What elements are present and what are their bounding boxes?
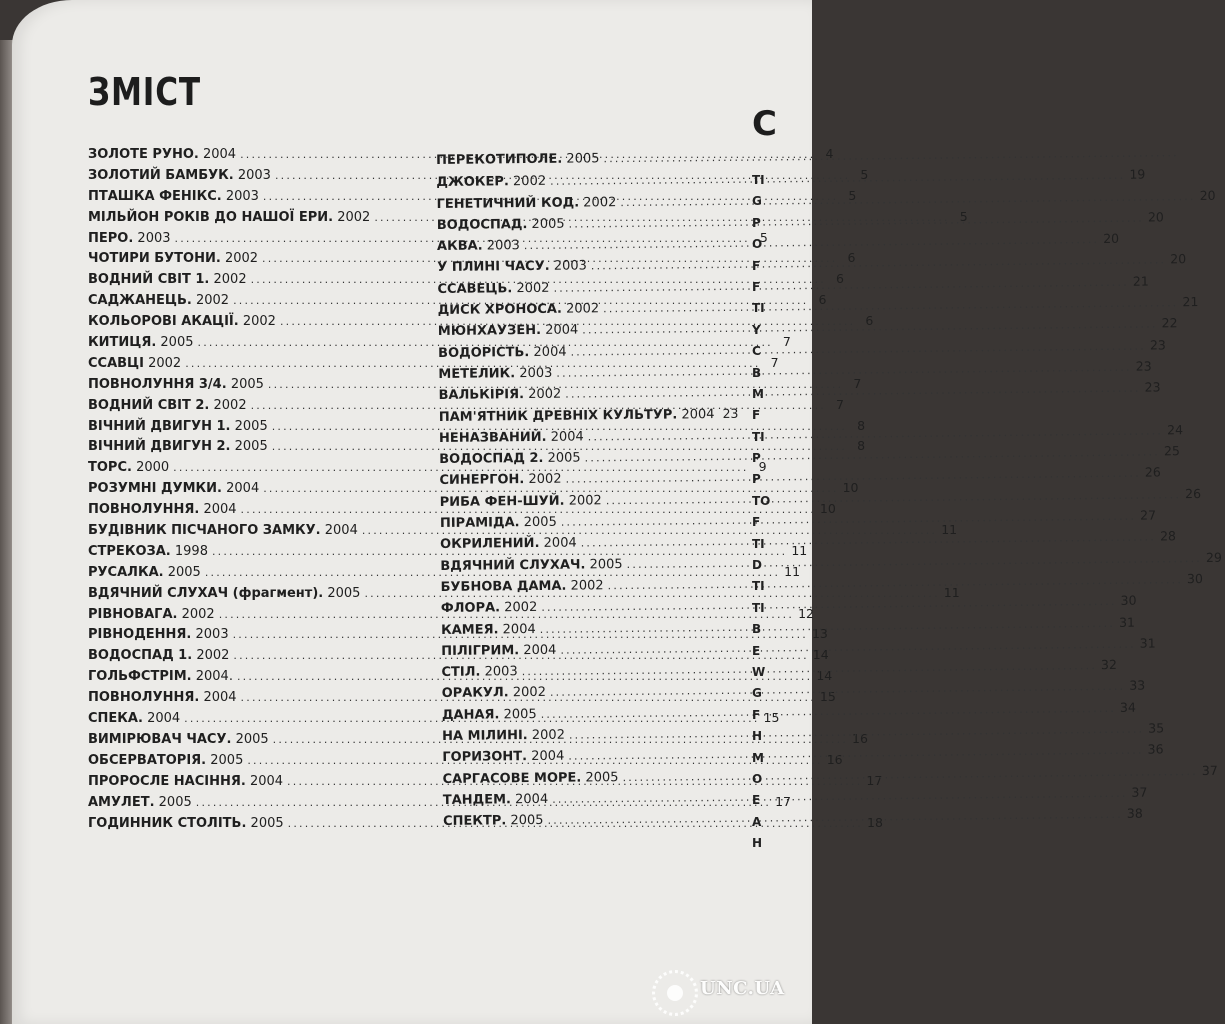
toc-entry-title: ПТАШКА ФЕНІКС. — [88, 188, 222, 204]
toc-entry-page-number: 24 — [1166, 422, 1184, 438]
toc-entry-page-number: 7 — [782, 334, 791, 350]
toc-entry-title: ПРОРОСЛЕ НАСІННЯ. — [88, 773, 246, 789]
facing-page-entry-fragment: M — [752, 386, 764, 401]
toc-entry-page-number: 37 — [1131, 784, 1148, 800]
toc-entry-year: 2002 — [528, 386, 562, 403]
toc-entry-year: 2005 — [503, 706, 537, 723]
toc-entry-title: ВІЧНИЙ ДВИГУН 2. — [88, 439, 231, 455]
toc-entry-page-number: 21 — [1132, 273, 1149, 289]
toc-entry-page-number: 26 — [1144, 464, 1161, 481]
facing-page-entry-fragment: G — [752, 194, 762, 209]
toc-entry-year: 2005 — [158, 794, 192, 810]
toc-entry-page-number: 8 — [857, 438, 866, 454]
watermark — [652, 968, 785, 1016]
facing-page-entry-fragment: ТІ — [752, 173, 765, 187]
toc-entry-title: ВОДОСПАД 1. — [88, 648, 193, 664]
toc-entry-year: 2005 — [235, 731, 269, 747]
toc-entry-title: ВОДОСПАД. — [436, 216, 528, 233]
toc-entry — [438, 379, 1161, 405]
toc-entry-year: 2005 — [589, 556, 623, 573]
toc-entry-title: ПЕРО. — [88, 230, 134, 246]
toc-entry-title: ВАЛЬКІРІЯ. — [438, 387, 525, 404]
facing-page-entry-fragment: Р — [752, 472, 761, 487]
toc-entry-title: ВОДОСПАД 2. — [439, 451, 544, 468]
toc-entry-year: 2002 — [504, 600, 538, 616]
toc-entry-year: 2002 — [528, 472, 562, 488]
toc-entry-title: ТОРС. — [88, 460, 132, 476]
toc-entry-page-number: 7 — [836, 396, 844, 412]
toc-entry-year: 2004 — [523, 642, 557, 658]
facing-page-entry-fragment: F — [752, 408, 761, 423]
toc-entry-page-number: 4 — [825, 146, 834, 161]
toc-entry-year: 2002 — [512, 685, 547, 701]
toc-entry-title: ВОДНИЙ СВІТ 2. — [88, 397, 210, 413]
facing-page-entry-fragment: В — [752, 622, 762, 637]
toc-entry-title: НА МІЛИНІ. — [442, 728, 528, 744]
toc-entry-title: ГОДИННИК СТОЛІТЬ. — [88, 815, 247, 831]
toc-entry-year: 2005 — [210, 752, 244, 768]
toc-entry-title: РУСАЛКА. — [88, 564, 164, 580]
toc-entry-title: ЗОЛОТЕ РУНО. — [88, 147, 199, 162]
toc-entry-title: КАМЕЯ. — [440, 621, 499, 638]
toc-entry-year: 2003 — [237, 167, 271, 183]
toc-entry-title: ОБСЕРВАТОРІЯ. — [88, 752, 207, 768]
toc-entry-year: 2005 — [234, 439, 268, 455]
toc-entry-year: 2004 — [502, 621, 536, 637]
toc-entry-page-number: 38 — [1126, 805, 1143, 822]
facing-page-entry-fragment: M — [752, 750, 764, 765]
toc-entry-year: 2005 — [234, 418, 268, 434]
page-title: ЗМІСТ — [88, 70, 201, 114]
toc-entry-page-number: 13 — [811, 626, 828, 642]
toc-entry-year: 2002 — [531, 727, 566, 744]
facing-page-entry-fragment: Н — [752, 836, 763, 851]
toc-entry-year: 2003 — [225, 188, 259, 204]
toc-entry-page-number: 16 — [826, 751, 843, 767]
toc-entry-year: 2004 — [324, 523, 358, 539]
toc-entry — [439, 443, 1180, 469]
toc-entry-title: ВІЧНИЙ ДВИГУН 1. — [88, 418, 231, 434]
toc-entry-title: ЧОТИРИ БУТОНИ. — [88, 251, 221, 267]
toc-entry-year: 2004 — [226, 481, 260, 497]
toc-entry-page-number: 25 — [1163, 443, 1180, 459]
toc-entry-year: 2005 — [566, 151, 600, 167]
toc-entry-page-number: 29 — [1205, 549, 1222, 565]
toc-entry-page-number: 5 — [759, 229, 768, 245]
toc-entry-title: АМУЛЕТ. — [88, 794, 155, 810]
toc-entry-year: 2003 — [553, 258, 587, 275]
toc-entry-title: БУДІВНИК ПІСЧАНОГО ЗАМКУ. — [88, 523, 321, 539]
toc-entry-year: 2002 — [516, 280, 550, 296]
toc-entry-page-number: 17 — [866, 772, 883, 788]
toc-entry-title: КОЛЬОРОВІ АКАЦІЇ. — [88, 314, 239, 330]
facing-page-entry-fragment: О — [752, 771, 763, 786]
toc-entry — [436, 209, 1164, 235]
facing-page-entry-fragment: Р — [752, 215, 761, 230]
toc-entry — [436, 187, 1216, 214]
toc-entry-year: 2002 — [213, 272, 247, 288]
toc-entry-page-number: 6 — [836, 271, 844, 287]
toc-entry-year: 2005 — [510, 813, 544, 829]
toc-entry-page-number: 12 — [798, 605, 814, 621]
toc-entry-year: 2005 — [585, 769, 619, 786]
toc-entry-year: 2002 — [224, 251, 259, 267]
facing-page-entry-fragment: G — [752, 686, 762, 701]
toc-entry-title: ОКРИЛЕНИЙ. — [440, 536, 540, 553]
toc-entry-year: 2003 — [486, 238, 520, 254]
toc-entry-page-number: 17 — [775, 793, 792, 809]
toc-entry-year: 2004 — [249, 773, 284, 789]
toc-entry-year: 2004 — [550, 429, 584, 445]
toc-entry — [437, 251, 1187, 277]
toc-entry-page-number: 10 — [842, 480, 859, 496]
facing-page-entry-fragment: ТІ — [752, 301, 765, 316]
toc-entry-year: 2004 — [533, 344, 567, 360]
facing-page-entry-fragment: ТІ — [752, 579, 765, 594]
toc-entry — [437, 315, 1178, 341]
toc-entry-title: МІЛЬЙОН РОКІВ ДО НАШОЇ ЕРИ. — [88, 209, 334, 225]
toc-entry-page-number: 23 — [1149, 337, 1166, 353]
toc-entry-page-number: 15 — [763, 710, 780, 726]
toc-entry-title: У ПЛИНІ ЧАСУ. — [437, 259, 550, 276]
toc-entry-page-number: 19 — [1129, 166, 1146, 183]
toc-entry-title: ВОДОРІСТЬ. — [438, 344, 530, 361]
toc-entry-year: 2005 — [523, 514, 557, 531]
toc-entry-title: ВИМІРЮВАЧ ЧАСУ. — [88, 731, 232, 747]
toc-entry-page-number: 31 — [1139, 635, 1156, 651]
toc-entry-year: 2004 — [203, 502, 237, 518]
toc-entry-title: РИБА ФЕН-ШУЙ. — [439, 493, 565, 510]
toc-entry — [438, 337, 1166, 363]
toc-entry-year: 2003 — [195, 627, 229, 643]
toc-entry-title: СПЕКА. — [88, 711, 143, 727]
toc-entry-title: НЕНАЗВАНИЙ. — [438, 429, 547, 446]
toc-entry-page-number: 18 — [867, 814, 883, 830]
toc-entry-page-number: 27 — [1140, 507, 1157, 523]
toc-entry-page-number: 5 — [959, 208, 968, 224]
toc-entry-title: ЗОЛОТИЙ БАМБУК. — [88, 167, 234, 183]
facing-page-entry-fragment: Y — [752, 322, 761, 337]
toc-entry-year: 2005 — [230, 376, 264, 392]
facing-page-entry-fragment: W — [752, 664, 766, 679]
toc-entry-title: ВДЯЧНИЙ СЛУХАЧ (фрагмент). — [88, 585, 324, 601]
toc-entry-title: ПІРАМІДА. — [439, 515, 520, 532]
toc-entry-title: ВДЯЧНИЙ СЛУХАЧ. — [440, 557, 586, 574]
toc-entry-page-number: 31 — [1118, 614, 1136, 630]
toc-entry-page-number: 14 — [816, 668, 833, 684]
toc-entry-page-number: 28 — [1159, 528, 1177, 544]
toc-entry-title: ГОЛЬФСТРІМ. — [88, 669, 192, 685]
toc-entry-title: ДИСК ХРОНОСА. — [437, 301, 562, 319]
facing-page-entry-fragment: Р — [752, 451, 761, 466]
facing-page-entry-fragment: Е — [752, 643, 761, 658]
toc-entry-page-number: 36 — [1147, 741, 1164, 757]
toc-entry-title: РОЗУМНІ ДУМКИ. — [88, 481, 222, 497]
toc-entry-year: 2004 — [681, 406, 715, 423]
toc-entry-year: 2002 — [568, 493, 602, 509]
toc-entry-year: 2004. — [195, 669, 233, 685]
facing-page-entry-fragment: Н — [752, 729, 763, 744]
facing-page-entry-fragment: Е — [752, 793, 761, 808]
toc-entry-page-number: 35 — [1148, 720, 1165, 736]
facing-page-entry-fragment: ТО — [752, 493, 771, 508]
toc-entry-title: ССАВЦІ — [88, 355, 144, 371]
toc-entry-page-number: 20 — [1170, 251, 1187, 267]
toc-entry-page-number: 26 — [1185, 485, 1202, 501]
toc-entry-page-number: 32 — [1100, 657, 1117, 673]
toc-entry-page-number: 20 — [1147, 209, 1164, 225]
toc-entry-title: СТРЕКОЗА. — [88, 543, 171, 559]
toc-entry-title: РІВНОДЕННЯ. — [88, 627, 192, 643]
toc-entry-year: 2005 — [547, 450, 581, 467]
toc-entry-title: ГОРИЗОНТ. — [442, 749, 528, 766]
toc-entry-page-number: 5 — [860, 166, 869, 182]
toc-entry-page-number: 6 — [865, 313, 874, 329]
facing-page-entry-fragment: F — [752, 707, 761, 722]
toc-entry-title: РІВНОВАГА. — [88, 606, 178, 622]
facing-page-entry-fragment: D — [752, 558, 762, 573]
toc-entry-title: СИНЕРГОН. — [439, 472, 525, 489]
toc-entry-title: ТАНДЕМ. — [442, 792, 512, 808]
toc-entry-page-number: 22 — [1161, 315, 1178, 331]
toc-entry-year: 2000 — [136, 460, 170, 476]
toc-entry-page-number: 30 — [1120, 592, 1137, 609]
toc-entry-title: АКВА. — [436, 238, 483, 255]
toc-entry-title: ГЕНЕТИЧНИЙ КОД. — [436, 195, 580, 212]
toc-entry-page-number: 20 — [1199, 187, 1216, 203]
toc-entry-title: КИТИЦЯ. — [88, 335, 157, 351]
toc-entry-page-number: 6 — [847, 250, 856, 266]
toc-entry-page-number: 23 — [722, 405, 739, 421]
toc-entry-year: 2004 — [531, 749, 565, 765]
toc-entry-page-number: 11 — [943, 584, 960, 600]
toc-entry-year: 2002 — [196, 648, 230, 664]
toc-entry-year: 2004 — [515, 791, 549, 808]
toc-entry-title: БУБНОВА ДАМА. — [440, 578, 567, 595]
toc-entry-title: САРГАСОВЕ МОРЕ. — [442, 770, 582, 787]
facing-page-entry-fragment: В — [752, 365, 762, 380]
toc-entry — [437, 273, 1149, 299]
toc-entry-page-number: 6 — [818, 292, 827, 308]
toc-entry-year: 2002 — [148, 355, 182, 371]
toc-entry-page-number: 34 — [1119, 699, 1136, 715]
toc-entry-year: 2002 — [337, 209, 371, 225]
toc-entry — [436, 231, 1120, 256]
toc-entry-year: 2002 — [181, 606, 215, 622]
toc-entry-page-number: 30 — [1186, 570, 1203, 587]
toc-entry-page-number: 23 — [1135, 358, 1152, 374]
toc-entry-year: 2003 — [519, 365, 553, 382]
toc-entry-year: 2005 — [167, 564, 201, 580]
toc-entry-title: МЮНХАУЗЕН. — [437, 323, 542, 340]
toc-entry-title: ПІЛІГРИМ. — [441, 642, 520, 659]
toc-entry-year: 2005 — [327, 585, 361, 601]
toc-entry-year: 2004 — [203, 690, 237, 706]
toc-entry-page-number: 11 — [784, 563, 801, 579]
toc-entry-title: ПЕРЕКОТИПОЛЕ. — [436, 151, 563, 168]
watermark-text: UNC.UA — [700, 978, 785, 999]
facing-page-entry-fragment: А — [752, 814, 762, 829]
toc-entry-title: СТІЛ. — [441, 664, 481, 681]
toc-entry-year: 2002 — [565, 301, 600, 317]
toc-entry-title: МЕТЕЛИК. — [438, 366, 516, 382]
toc-entry-page-number: 9 — [758, 459, 767, 475]
toc-entry-page-number: 8 — [857, 417, 866, 433]
toc-entry-year: 1998 — [174, 543, 208, 559]
toc-entry-title: ПОВНОЛУННЯ 3/4. — [88, 376, 227, 392]
toc-entry-title: ДАНАЯ. — [441, 707, 500, 723]
facing-page-entry-fragment: F — [752, 258, 761, 273]
toc-entry-year: 2002 — [195, 293, 230, 309]
toc-entry-title: ФЛОРА. — [440, 600, 501, 617]
toc-entry — [438, 358, 1152, 384]
toc-entry — [436, 147, 728, 171]
facing-page-entry-fragment: ТІ — [752, 600, 765, 615]
toc-entry-title: ДЖОКЕР. — [436, 174, 509, 191]
toc-entry-title: ВОДНИЙ СВІТ 1. — [88, 272, 210, 288]
facing-page-entry-fragment: F — [752, 279, 761, 294]
toc-entry-page-number: 11 — [791, 542, 808, 558]
facing-page-entry-fragment: С — [752, 344, 761, 359]
toc-entry-page-number: 15 — [819, 689, 836, 705]
toc-entry-year: 2002 — [512, 174, 547, 190]
toc-entry-year: 2004 — [545, 322, 579, 339]
toc-entry-page-number: 11 — [941, 522, 958, 538]
toc-entry-page-number: 21 — [1182, 294, 1199, 310]
toc-entry-year: 2005 — [250, 815, 284, 831]
toc-entry-year: 2004 — [543, 535, 577, 552]
facing-page-entry-fragment: F — [752, 515, 761, 530]
toc-entry-page-number: 20 — [1103, 231, 1120, 247]
toc-entry-title: ПАМ'ЯТНИК ДРЕВНІХ КУЛЬТУР. — [438, 407, 678, 425]
toc-entry-year: 2002 — [213, 397, 247, 413]
toc-entry — [438, 402, 739, 426]
facing-page-entry-fragment: ТІ — [752, 536, 765, 551]
toc-entry-title: СПЕКТР. — [442, 813, 507, 830]
toc-entry-page-number: 10 — [819, 501, 836, 517]
toc-entry-page-number: 7 — [853, 375, 862, 391]
toc-entry-year: 2005 — [160, 335, 194, 351]
toc-entry-title: ПОВНОЛУННЯ. — [88, 690, 200, 706]
toc-entry-title: ОРАКУЛ. — [441, 685, 509, 702]
toc-entry-page-number: 23 — [1144, 379, 1161, 395]
toc-entry-year: 2002 — [583, 194, 617, 211]
facing-page-title-fragment: С — [752, 104, 777, 144]
toc-entry-year: 2005 — [531, 216, 565, 232]
toc-entry-page-number: 16 — [852, 730, 868, 746]
toc-entry-year: 2004 — [202, 147, 237, 162]
facing-page-entry-fragment: О — [752, 237, 763, 252]
toc-entry-page-number: 14 — [812, 647, 829, 663]
toc-entry-year: 2002 — [242, 314, 276, 330]
toc-entry-title: ССАВЕЦЬ. — [437, 280, 513, 297]
toc-entry-page-number: 33 — [1129, 678, 1146, 694]
toc-entry-title: ПОВНОЛУННЯ. — [88, 502, 200, 518]
toc-entry-year: 2004 — [147, 711, 181, 727]
toc-entry-page-number: 7 — [770, 354, 779, 370]
toc-entry-year: 2003 — [137, 230, 171, 246]
toc-entry-page-number: 37 — [1201, 762, 1218, 778]
watermark-logo-icon — [652, 970, 698, 1016]
toc-entry-year: 2002 — [570, 578, 604, 594]
toc-entry-title: САДЖАНЕЦЬ. — [88, 293, 192, 309]
toc-entry-page-number: 5 — [848, 187, 857, 203]
toc-entry-year: 2003 — [484, 664, 518, 680]
facing-page-entry-fragment: ТІ — [752, 429, 765, 444]
